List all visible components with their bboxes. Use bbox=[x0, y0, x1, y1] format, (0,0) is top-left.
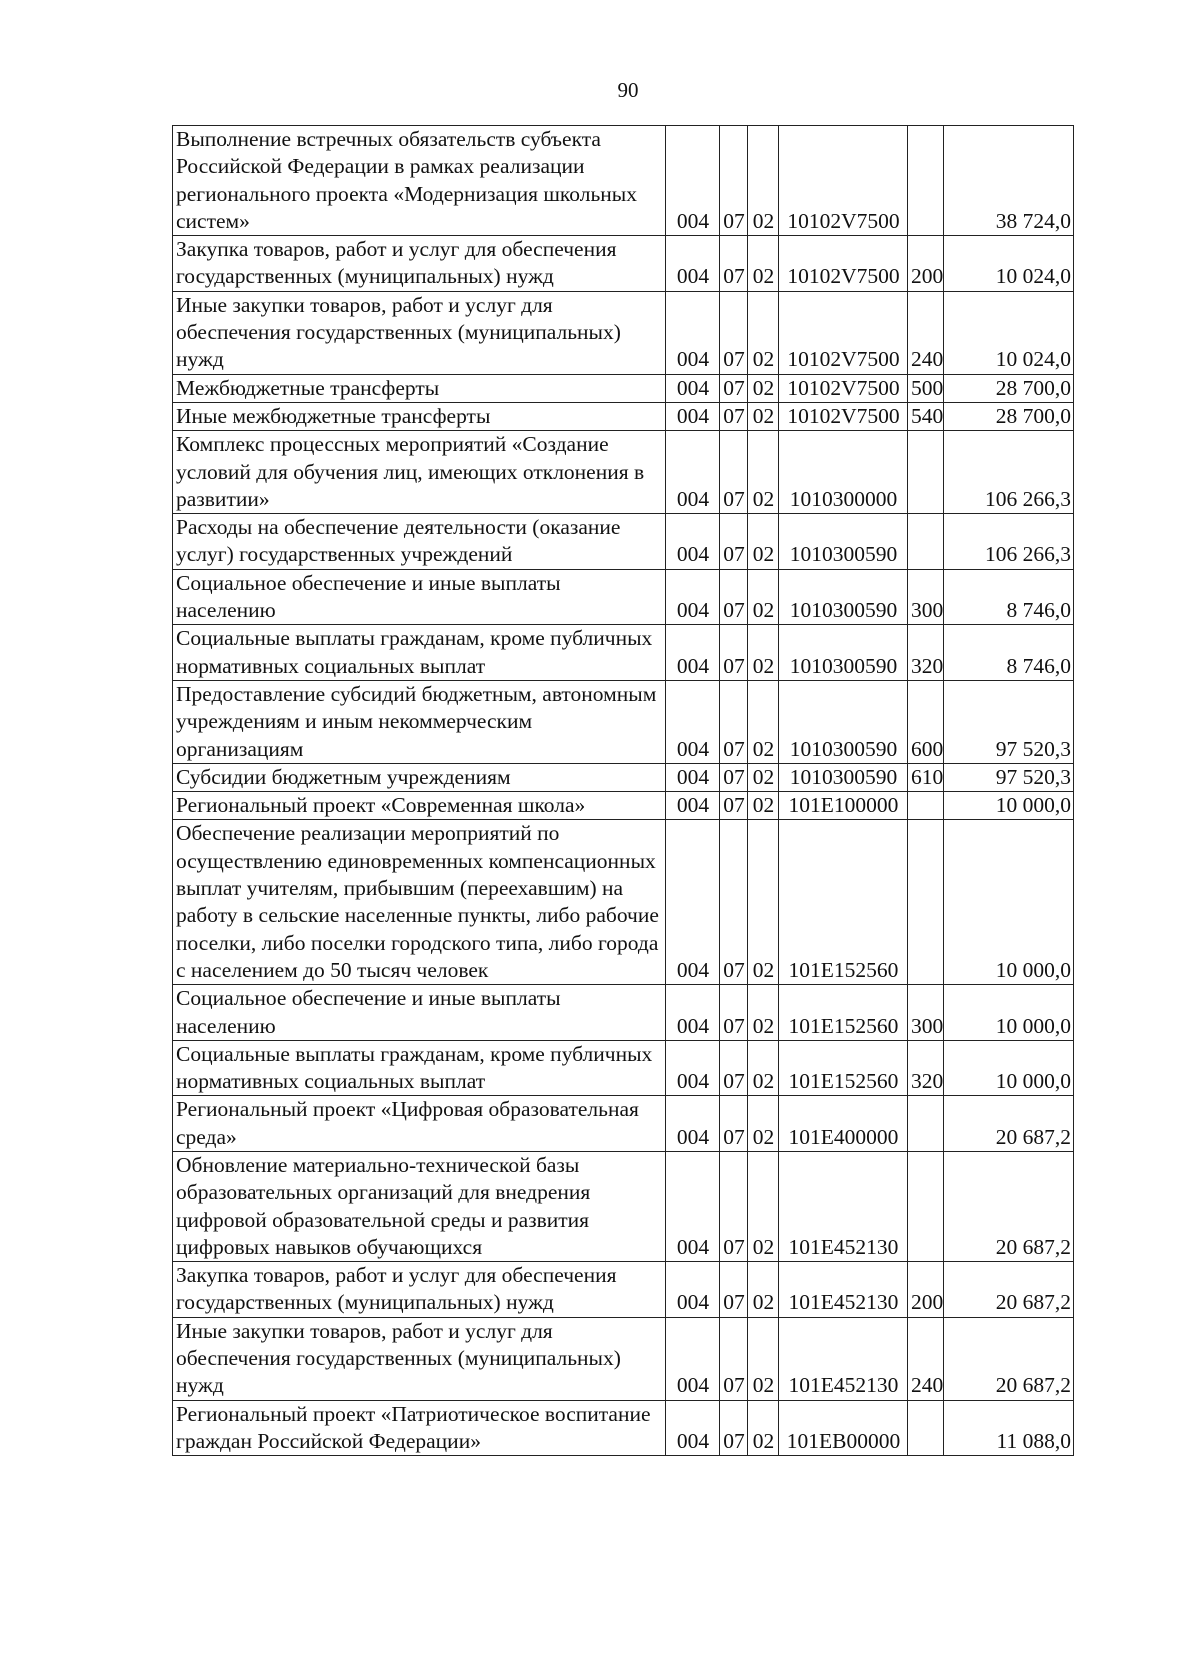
target-article-code: 101E152560 bbox=[779, 820, 908, 985]
target-article-code: 101EB00000 bbox=[779, 1400, 908, 1456]
expense-type-code: 540 bbox=[908, 402, 944, 430]
ved-code: 004 bbox=[666, 514, 720, 570]
section-code: 07 bbox=[720, 1400, 748, 1456]
expense-type-code: 240 bbox=[908, 291, 944, 374]
amount: 8 746,0 bbox=[944, 569, 1074, 625]
amount: 10 000,0 bbox=[944, 1040, 1074, 1096]
expense-type-code bbox=[908, 431, 944, 514]
subsection-code: 02 bbox=[748, 1096, 779, 1152]
ved-code: 004 bbox=[666, 985, 720, 1041]
amount: 20 687,2 bbox=[944, 1151, 1074, 1261]
target-article-code: 1010300590 bbox=[779, 680, 908, 763]
expense-type-code bbox=[908, 1096, 944, 1152]
row-name: Социальное обеспечение и иные выплаты населению bbox=[173, 569, 666, 625]
target-article-code: 10102V7500 bbox=[779, 402, 908, 430]
expense-type-code: 500 bbox=[908, 374, 944, 402]
row-name: Обновление материально-технической базы образовательных организаций для внедрения цифровой образовательной среды и развития цифровых навыков обучающихся bbox=[173, 1151, 666, 1261]
page-number: 90 bbox=[617, 78, 639, 102]
table-row bbox=[173, 402, 1074, 430]
expense-type-code: 240 bbox=[908, 1317, 944, 1400]
expense-type-code: 600 bbox=[908, 680, 944, 763]
expense-type-code: 300 bbox=[908, 569, 944, 625]
section-code: 07 bbox=[720, 1262, 748, 1318]
section-code: 07 bbox=[720, 569, 748, 625]
amount: 8 746,0 bbox=[944, 625, 1074, 681]
table-row bbox=[173, 1151, 1074, 1261]
expense-type-code bbox=[908, 1400, 944, 1456]
row-name: Комплекс процессных мероприятий «Создание условий для обучения лиц, имеющих отклонения в развитии» bbox=[173, 431, 666, 514]
row-name: Социальное обеспечение и иные выплаты населению bbox=[173, 985, 666, 1041]
target-article-code: 10102V7500 bbox=[779, 291, 908, 374]
amount: 10 000,0 bbox=[944, 792, 1074, 820]
section-code: 07 bbox=[720, 1151, 748, 1261]
target-article-code: 101E452130 bbox=[779, 1262, 908, 1318]
table-row bbox=[173, 374, 1074, 402]
amount: 28 700,0 bbox=[944, 402, 1074, 430]
expense-type-code bbox=[908, 126, 944, 236]
subsection-code: 02 bbox=[748, 1400, 779, 1456]
row-name: Предоставление субсидий бюджетным, автономным учреждениям и иным некоммерческим организациям bbox=[173, 680, 666, 763]
row-name: Межбюджетные трансферты bbox=[173, 374, 666, 402]
section-code: 07 bbox=[720, 126, 748, 236]
target-article-code: 1010300590 bbox=[779, 625, 908, 681]
ved-code: 004 bbox=[666, 820, 720, 985]
ved-code: 004 bbox=[666, 1096, 720, 1152]
subsection-code: 02 bbox=[748, 569, 779, 625]
target-article-code: 10102V7500 bbox=[779, 126, 908, 236]
subsection-code: 02 bbox=[748, 126, 779, 236]
table-row bbox=[173, 236, 1074, 292]
table-row bbox=[173, 763, 1074, 791]
expense-type-code bbox=[908, 514, 944, 570]
row-name: Субсидии бюджетным учреждениям bbox=[173, 763, 666, 791]
subsection-code: 02 bbox=[748, 763, 779, 791]
ved-code: 004 bbox=[666, 1262, 720, 1318]
table-row bbox=[173, 514, 1074, 570]
ved-code: 004 bbox=[666, 126, 720, 236]
section-code: 07 bbox=[720, 763, 748, 791]
row-name: Иные закупки товаров, работ и услуг для обеспечения государственных (муниципальных) нужд bbox=[173, 1317, 666, 1400]
ved-code: 004 bbox=[666, 402, 720, 430]
subsection-code: 02 bbox=[748, 1151, 779, 1261]
row-name: Социальные выплаты гражданам, кроме публичных нормативных социальных выплат bbox=[173, 1040, 666, 1096]
subsection-code: 02 bbox=[748, 1040, 779, 1096]
amount: 10 024,0 bbox=[944, 236, 1074, 292]
amount: 97 520,3 bbox=[944, 680, 1074, 763]
table-row bbox=[173, 1040, 1074, 1096]
amount: 20 687,2 bbox=[944, 1096, 1074, 1152]
section-code: 07 bbox=[720, 374, 748, 402]
table-row bbox=[173, 569, 1074, 625]
table-row bbox=[173, 1096, 1074, 1152]
amount: 10 000,0 bbox=[944, 820, 1074, 985]
row-name: Региональный проект «Цифровая образовательная среда» bbox=[173, 1096, 666, 1152]
ved-code: 004 bbox=[666, 431, 720, 514]
amount: 20 687,2 bbox=[944, 1262, 1074, 1318]
target-article-code: 1010300590 bbox=[779, 569, 908, 625]
subsection-code: 02 bbox=[748, 1262, 779, 1318]
row-name: Региональный проект «Патриотическое воспитание граждан Российской Федерации» bbox=[173, 1400, 666, 1456]
subsection-code: 02 bbox=[748, 291, 779, 374]
row-name: Региональный проект «Современная школа» bbox=[173, 792, 666, 820]
table-row bbox=[173, 431, 1074, 514]
ved-code: 004 bbox=[666, 763, 720, 791]
expense-type-code: 610 bbox=[908, 763, 944, 791]
section-code: 07 bbox=[720, 1096, 748, 1152]
target-article-code: 10102V7500 bbox=[779, 374, 908, 402]
amount: 10 024,0 bbox=[944, 291, 1074, 374]
amount: 106 266,3 bbox=[944, 431, 1074, 514]
target-article-code: 101E400000 bbox=[779, 1096, 908, 1152]
table-row bbox=[173, 625, 1074, 681]
target-article-code: 1010300000 bbox=[779, 431, 908, 514]
expense-type-code bbox=[908, 1151, 944, 1261]
row-name: Социальные выплаты гражданам, кроме публичных нормативных социальных выплат bbox=[173, 625, 666, 681]
section-code: 07 bbox=[720, 291, 748, 374]
subsection-code: 02 bbox=[748, 680, 779, 763]
target-article-code: 101E452130 bbox=[779, 1151, 908, 1261]
row-name: Выполнение встречных обязательств субъекта Российской Федерации в рамках реализации регионального проекта «Модернизация школьных систем» bbox=[173, 126, 666, 236]
ved-code: 004 bbox=[666, 1317, 720, 1400]
target-article-code: 1010300590 bbox=[779, 514, 908, 570]
section-code: 07 bbox=[720, 820, 748, 985]
expense-type-code bbox=[908, 792, 944, 820]
ved-code: 004 bbox=[666, 680, 720, 763]
row-name: Иные закупки товаров, работ и услуг для обеспечения государственных (муниципальных) нужд bbox=[173, 291, 666, 374]
amount: 11 088,0 bbox=[944, 1400, 1074, 1456]
expense-type-code: 300 bbox=[908, 985, 944, 1041]
amount: 28 700,0 bbox=[944, 374, 1074, 402]
ved-code: 004 bbox=[666, 625, 720, 681]
ved-code: 004 bbox=[666, 792, 720, 820]
amount: 106 266,3 bbox=[944, 514, 1074, 570]
table-row bbox=[173, 985, 1074, 1041]
subsection-code: 02 bbox=[748, 625, 779, 681]
amount: 10 000,0 bbox=[944, 985, 1074, 1041]
ved-code: 004 bbox=[666, 1151, 720, 1261]
section-code: 07 bbox=[720, 236, 748, 292]
row-name: Иные межбюджетные трансферты bbox=[173, 402, 666, 430]
section-code: 07 bbox=[720, 625, 748, 681]
target-article-code: 1010300590 bbox=[779, 763, 908, 791]
subsection-code: 02 bbox=[748, 985, 779, 1041]
ved-code: 004 bbox=[666, 236, 720, 292]
amount: 38 724,0 bbox=[944, 126, 1074, 236]
subsection-code: 02 bbox=[748, 374, 779, 402]
expense-type-code: 320 bbox=[908, 625, 944, 681]
section-code: 07 bbox=[720, 431, 748, 514]
table-row bbox=[173, 1400, 1074, 1456]
subsection-code: 02 bbox=[748, 402, 779, 430]
expense-type-code: 200 bbox=[908, 1262, 944, 1318]
subsection-code: 02 bbox=[748, 820, 779, 985]
ved-code: 004 bbox=[666, 1040, 720, 1096]
table-row bbox=[173, 1317, 1074, 1400]
row-name: Расходы на обеспечение деятельности (оказание услуг) государственных учреждений bbox=[173, 514, 666, 570]
target-article-code: 101E452130 bbox=[779, 1317, 908, 1400]
target-article-code: 10102V7500 bbox=[779, 236, 908, 292]
budget-table bbox=[172, 125, 1074, 1456]
table-row bbox=[173, 126, 1074, 236]
subsection-code: 02 bbox=[748, 1317, 779, 1400]
section-code: 07 bbox=[720, 402, 748, 430]
section-code: 07 bbox=[720, 985, 748, 1041]
subsection-code: 02 bbox=[748, 514, 779, 570]
table-row bbox=[173, 820, 1074, 985]
ved-code: 004 bbox=[666, 374, 720, 402]
target-article-code: 101E152560 bbox=[779, 985, 908, 1041]
amount: 20 687,2 bbox=[944, 1317, 1074, 1400]
table-row bbox=[173, 792, 1074, 820]
subsection-code: 02 bbox=[748, 792, 779, 820]
subsection-code: 02 bbox=[748, 431, 779, 514]
subsection-code: 02 bbox=[748, 236, 779, 292]
target-article-code: 101E100000 bbox=[779, 792, 908, 820]
table-row bbox=[173, 291, 1074, 374]
section-code: 07 bbox=[720, 1040, 748, 1096]
section-code: 07 bbox=[720, 792, 748, 820]
section-code: 07 bbox=[720, 514, 748, 570]
ved-code: 004 bbox=[666, 291, 720, 374]
expense-type-code bbox=[908, 820, 944, 985]
section-code: 07 bbox=[720, 1317, 748, 1400]
ved-code: 004 bbox=[666, 569, 720, 625]
ved-code: 004 bbox=[666, 1400, 720, 1456]
expense-type-code: 200 bbox=[908, 236, 944, 292]
row-name: Обеспечение реализации мероприятий по осуществлению единовременных компенсационных выплат учителям, прибывшим (переехавшим) на работу в сельские населенные пункты, либо рабочие поселки, либо поселки городского типа, либо города с населением до 50 тысяч человек bbox=[173, 820, 666, 985]
table-row bbox=[173, 1262, 1074, 1318]
amount: 97 520,3 bbox=[944, 763, 1074, 791]
section-code: 07 bbox=[720, 680, 748, 763]
table-row bbox=[173, 680, 1074, 763]
row-name: Закупка товаров, работ и услуг для обеспечения государственных (муниципальных) нужд bbox=[173, 236, 666, 292]
row-name: Закупка товаров, работ и услуг для обеспечения государственных (муниципальных) нужд bbox=[173, 1262, 666, 1318]
target-article-code: 101E152560 bbox=[779, 1040, 908, 1096]
expense-type-code: 320 bbox=[908, 1040, 944, 1096]
